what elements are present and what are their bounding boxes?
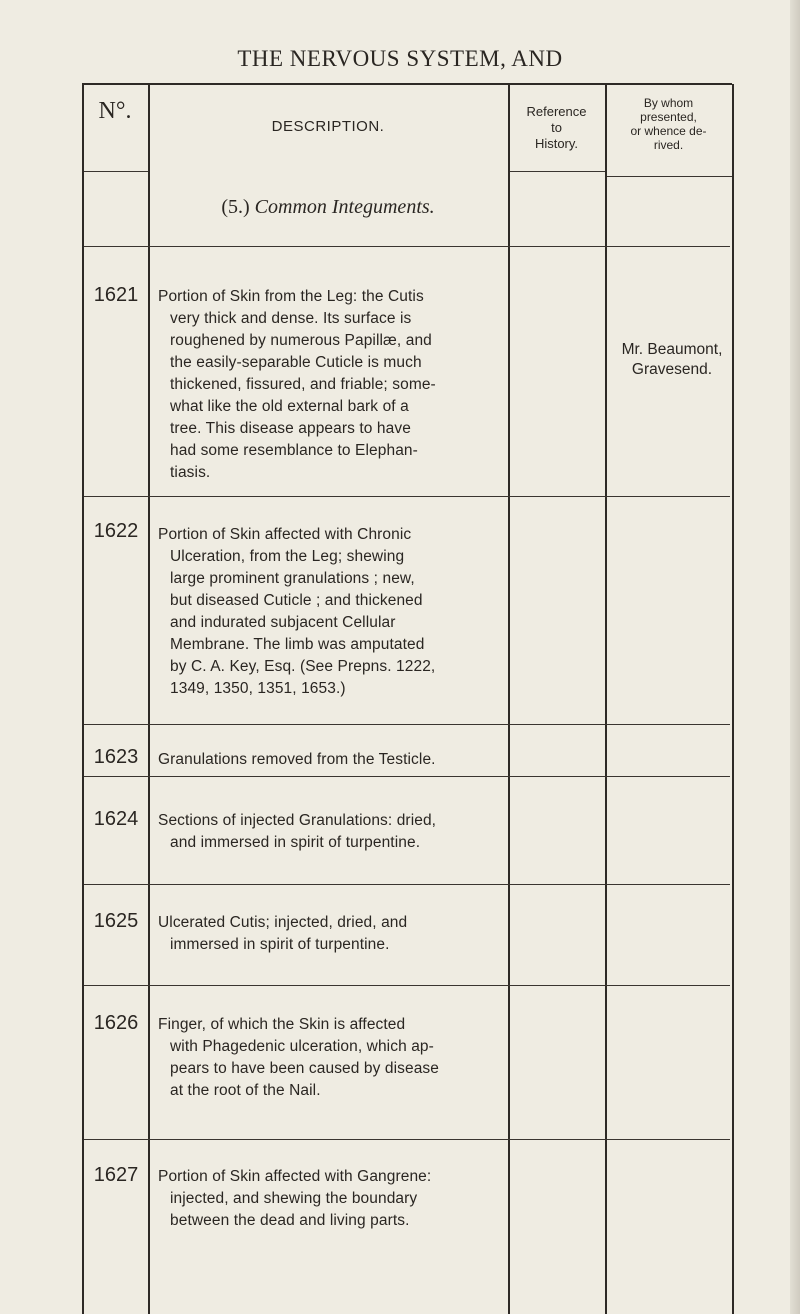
header-line: History.: [534, 136, 579, 151]
entry-number: 1621: [93, 284, 139, 306]
row-rule: [84, 985, 730, 986]
section-name: Common Integuments.: [254, 196, 435, 218]
entry-description: [158, 1014, 504, 1102]
page-edge: [790, 0, 800, 1314]
description-line: tiasis.: [170, 464, 211, 481]
header-line: presented,: [640, 110, 697, 124]
column-rule: [732, 84, 734, 1314]
header-line: Reference: [526, 104, 587, 119]
description-line: and indurated subjacent Cellular: [170, 614, 396, 631]
description-line: tree. This disease appears to have: [170, 420, 411, 437]
column-header-presenter: [607, 96, 730, 152]
description-line: Finger, of which the Skin is affected: [158, 1016, 406, 1033]
description-line: 1349, 1350, 1351, 1653.): [170, 680, 346, 697]
description-line: large prominent granulations ; new,: [170, 570, 415, 587]
description-line: Granulations removed from the Testicle.: [158, 751, 436, 768]
column-header-number: N°.: [98, 98, 132, 124]
column-rule: [148, 84, 150, 1314]
description-line: but diseased Cuticle ; and thickened: [170, 592, 423, 609]
description-line: at the root of the Nail.: [170, 1082, 321, 1099]
description-line: Ulcerated Cutis; injected, dried, and: [158, 914, 408, 931]
description-line: thickened, fissured, and friable; some-: [170, 376, 436, 393]
column-rule: [508, 84, 510, 1314]
description-line: Portion of Skin affected with Gangrene:: [158, 1168, 432, 1185]
description-line: and immersed in spirit of turpentine.: [170, 834, 421, 851]
description-line: the easily-separable Cuticle is much: [170, 354, 422, 371]
column-header-reference: [510, 104, 603, 152]
entry-description: [158, 524, 504, 700]
header-line: to: [551, 120, 562, 135]
row-rule: [84, 171, 148, 172]
table-top-rule: [82, 83, 732, 85]
section-title: [150, 196, 506, 219]
column-rule: [82, 84, 84, 1314]
row-rule: [84, 246, 730, 247]
entry-description: [158, 810, 504, 854]
description-line: by C. A. Key, Esq. (See Prepns. 1222,: [170, 658, 436, 675]
entry-number: 1626: [93, 1012, 139, 1034]
row-rule: [84, 884, 730, 885]
header-line: or whence de-: [630, 124, 707, 138]
entry-number: 1623: [93, 746, 139, 768]
row-rule: [84, 496, 730, 497]
description-line: Ulceration, from the Leg; shewing: [170, 548, 405, 565]
description-line: Portion of Skin from the Leg: the Cutis: [158, 288, 424, 305]
section-number: (5.): [221, 196, 250, 218]
header-line: By whom: [643, 96, 694, 110]
entry-number: 1627: [93, 1164, 139, 1186]
entry-number: 1625: [93, 910, 139, 932]
header-line: rived.: [653, 138, 684, 152]
row-rule: [510, 171, 605, 172]
row-rule: [607, 176, 732, 177]
entry-number: 1624: [93, 808, 139, 830]
description-line: what like the old external bark of a: [170, 398, 409, 415]
presenter-line: Gravesend.: [631, 361, 713, 378]
entry-description: [158, 286, 504, 484]
description-line: with Phagedenic ulceration, which ap-: [170, 1038, 434, 1055]
description-line: had some resemblance to Elephan-: [170, 442, 418, 459]
entry-presenter: [608, 340, 736, 380]
row-rule: [84, 1139, 730, 1140]
description-line: pears to have been caused by disease: [170, 1060, 440, 1077]
description-line: injected, and shewing the boundary: [170, 1190, 418, 1207]
description-line: Portion of Skin affected with Chronic: [158, 526, 412, 543]
description-line: roughened by numerous Papillæ, and: [170, 332, 432, 349]
row-rule: [84, 724, 730, 725]
description-line: between the dead and living parts.: [170, 1212, 410, 1229]
entry-description: [158, 1166, 504, 1232]
description-line: very thick and dense. Its surface is: [170, 310, 412, 327]
description-line: immersed in spirit of turpentine.: [170, 936, 390, 953]
running-head: THE NERVOUS SYSTEM, AND: [237, 46, 563, 71]
entry-description: [158, 912, 504, 956]
description-line: Membrane. The limb was amputated: [170, 636, 425, 653]
entry-number: 1622: [93, 520, 139, 542]
entry-description: [158, 749, 504, 771]
row-rule: [84, 776, 730, 777]
column-header-description: DESCRIPTION.: [271, 118, 385, 135]
presenter-line: Mr. Beaumont,: [621, 341, 723, 358]
description-line: Sections of injected Granulations: dried,: [158, 812, 437, 829]
column-rule: [605, 84, 607, 1314]
